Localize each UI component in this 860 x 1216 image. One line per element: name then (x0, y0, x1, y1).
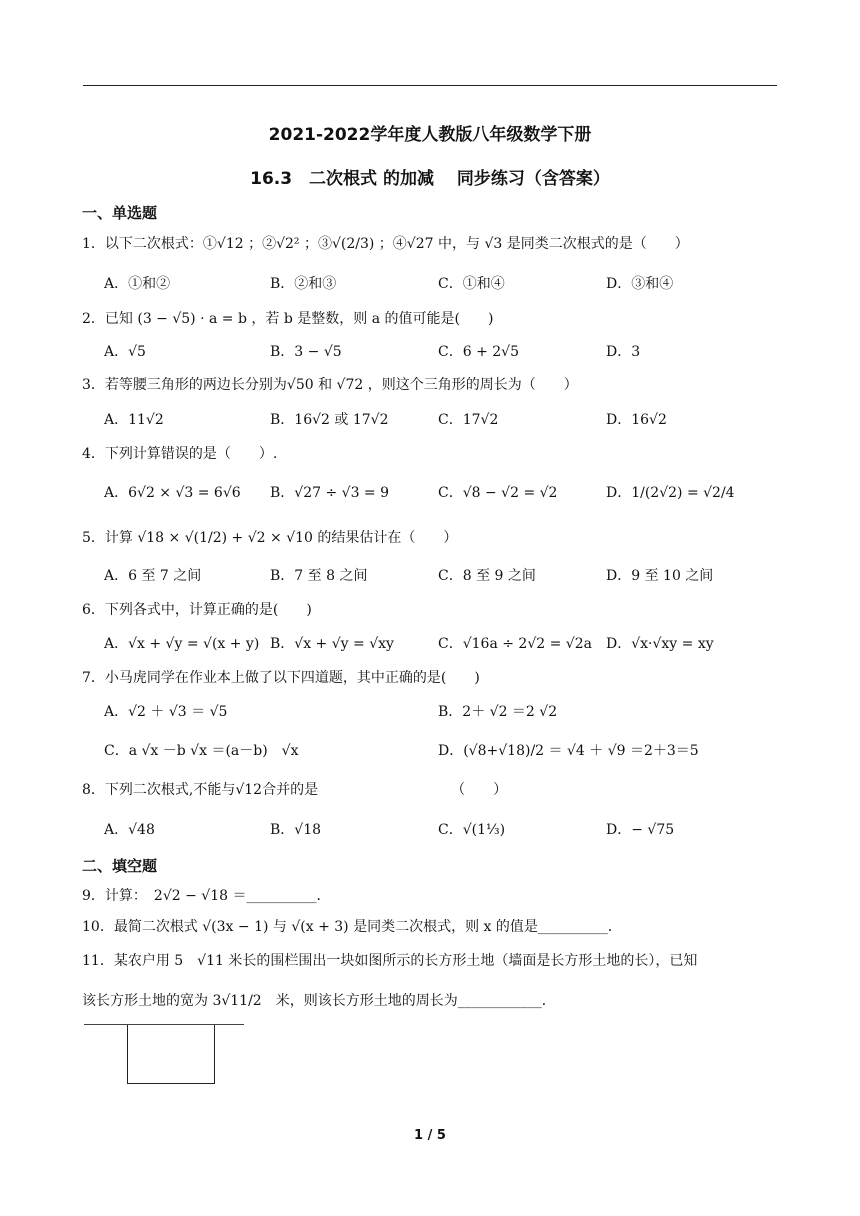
question-8-option-b: B．√18 (270, 822, 322, 838)
question-1-option-c: C．①和④ (438, 276, 505, 292)
question-4-option-c: C．√8 − √2 = √2 (438, 485, 558, 501)
question-2-option-b: B．3 − √5 (270, 344, 342, 360)
question-1-option-b: B．②和③ (270, 276, 337, 292)
question-8-option-c: C．√(1⅓) (438, 822, 506, 838)
question-5-option-d: D．9 至 10 之间 (606, 568, 714, 584)
question-6-stem: 6．下列各式中，计算正确的是( ) (82, 602, 312, 618)
question-7-option-a: A．√2 ＋ √3 ＝ √5 (104, 704, 228, 720)
question-6-option-c: C．√16a ÷ 2√2 = √2a (438, 636, 592, 652)
page-title: 2021-2022学年度人教版八年级数学下册 (268, 125, 592, 145)
question-3-option-a: A．11√2 (104, 412, 164, 428)
question-2-option-d: D．3 (606, 344, 641, 360)
page-number: 1 / 5 (414, 1128, 446, 1143)
question-4-option-d: D．1/(2√2) = √2/4 (606, 485, 735, 501)
question-3-option-c: C．17√2 (438, 412, 499, 428)
question-5-option-c: C．8 至 9 之间 (438, 568, 536, 584)
question-3-stem: 3．若等腰三角形的两边长分别为√50 和 √72 ，则这个三角形的周长为（ ） (82, 377, 578, 393)
page-subtitle: 16.3 二次根式 的加减 同步练习（含答案） (250, 169, 610, 189)
question-4-stem: 4．下列计算错误的是（ ）. (82, 446, 278, 462)
header-rule (83, 85, 777, 86)
question-2-stem: 2．已知 (3 − √5) · a = b ，若 b 是整数，则 a 的值可能是( ) (82, 311, 494, 327)
question-6-option-a: A．√x + √y = √(x + y) (104, 636, 260, 652)
question-1-stem: 1．以下二次根式：①√12 ；②√2² ；③√(2/3) ；④√27 中，与 √3 是同类二次根式的是（ ） (82, 236, 689, 252)
rectangle-land-figure (127, 1025, 215, 1084)
question-10-stem: 10．最简二次根式 √(3x − 1) 与 √(x + 3) 是同类二次根式，则 x 的值是__________． (82, 919, 622, 935)
question-8-stem: 8．下列二次根式,不能与√12合并的是 （ ） (82, 782, 508, 798)
question-11-stem-line-2: 该长方形土地的宽为 3√11/2 米，则该长方形土地的周长为____________． (82, 993, 556, 1009)
section-fill-blank: 二、填空题 (82, 857, 158, 875)
question-9-stem: 9．计算： 2√2 − √18 ＝__________． (82, 888, 331, 904)
question-7-stem: 7．小马虎同学在作业本上做了以下四道题，其中正确的是( ) (82, 670, 480, 686)
question-5-option-b: B．7 至 8 之间 (270, 568, 368, 584)
question-5-stem: 5．计算 √18 × √(1/2) + √2 × √10 的结果估计在（ ） (82, 530, 458, 546)
question-5-option-a: A．6 至 7 之间 (104, 568, 202, 584)
question-2-option-a: A．√5 (104, 344, 146, 360)
question-3-option-d: D．16√2 (606, 412, 667, 428)
question-11-stem-line-1: 11．某农户用 5 √11 米长的围栏围出一块如图所示的长方形土地（墙面是长方形土地的长），已知 (82, 953, 698, 969)
question-6-option-b: B．√x + √y = √xy (270, 636, 394, 652)
question-4-option-b: B．√27 ÷ √3 = 9 (270, 485, 390, 501)
question-2-option-c: C．6 + 2√5 (438, 344, 519, 360)
question-1-option-d: D．③和④ (606, 276, 674, 292)
question-7-option-b: B．2＋ √2 ＝2 √2 (438, 704, 558, 720)
question-7-option-d: D．(√8+√18)/2 ＝ √4 ＋ √9 ＝2＋3＝5 (438, 743, 699, 759)
question-1-option-a: A．①和② (104, 276, 171, 292)
section-single-choice: 一、单选题 (82, 204, 158, 222)
question-8-option-a: A．√48 (104, 822, 155, 838)
question-3-option-b: B．16√2 或 17√2 (270, 412, 389, 428)
question-8-option-d: D．− √75 (606, 822, 675, 838)
question-6-option-d: D．√x·√xy = xy (606, 636, 714, 652)
question-7-option-c: C．a √x －b √x ＝(a－b) √x (104, 743, 299, 759)
question-4-option-a: A．6√2 × √3 = 6√6 (104, 485, 241, 501)
